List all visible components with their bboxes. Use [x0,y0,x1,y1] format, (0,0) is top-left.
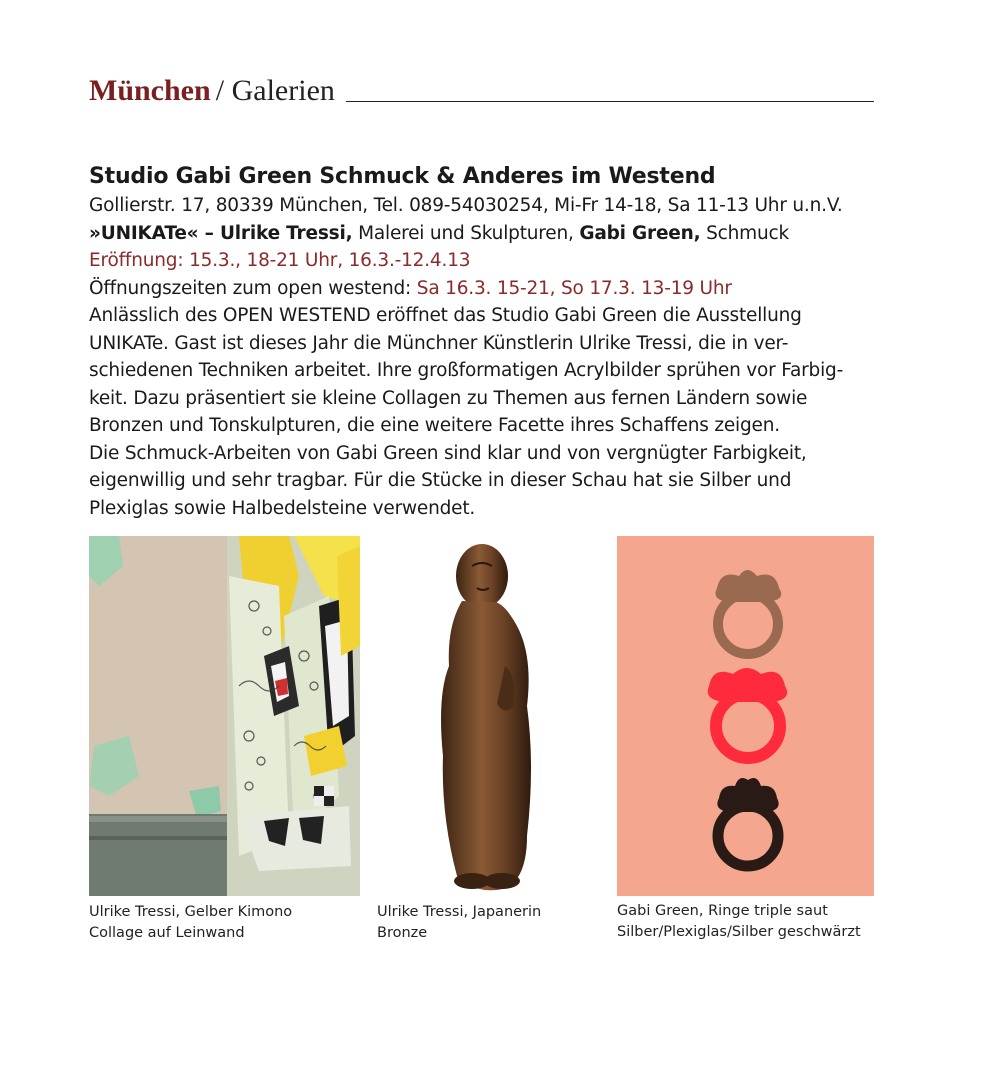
body-line: eigenwillig und sehr tragbar. Für die Stücke in dieser Schau hat sie Silber und [89,470,792,491]
section-header [89,74,874,114]
body-line: schiedenen Techniken arbeitet. Ihre großformatigen Acrylbilder sprühen vor Farbig- [89,360,844,381]
body-line: UNIKATe. Gast ist dieses Jahr die Münchner Künstlerin Ulrike Tressi, die in ver- [89,332,789,354]
figure-rings [617,536,874,943]
header-city: München [89,74,211,107]
gallery-listing [89,163,889,522]
artist2-name: Gabi Green, [579,222,701,244]
caption-line2: Bronze [377,925,428,941]
caption-line2: Silber/Plexiglas/Silber geschwärzt [617,924,861,940]
body-line: keit. Dazu präsentiert sie kleine Collagen zu Themen aus fernen Ländern sowie [89,387,808,409]
header-rule [346,101,874,102]
caption-line1: Gabi Green, Ringe triple saut [617,903,828,919]
exhibition-line [89,220,889,248]
gallery-address: Gollierstr. 17, 80339 München, Tel. 089-54030254, Mi-Fr 14-18, Sa 11-13 Uhr u.n.V. [89,195,843,216]
exhibition-title: »UNIKATe« – Ulrike Tressi, [89,222,353,244]
figure-bronze [377,536,577,944]
rings-image [617,536,874,896]
body-line: Bronzen und Tonskulpturen, die eine weitere Facette ihres Schaffens zeigen. [89,415,780,436]
gallery-title: Studio Gabi Green Schmuck & Anderes im Westend [89,164,716,189]
hours-value: Sa 16.3. 15-21, So 17.3. 13-19 Uhr [416,277,732,299]
caption-line1: Ulrike Tressi, Gelber Kimono [89,904,293,920]
body-line: Plexiglas sowie Halbedelsteine verwendet. [89,497,476,519]
body-line: Anlässlich des OPEN WESTEND eröffnet das Studio Gabi Green die Ausstellung [89,305,802,326]
bronze-sculpture-image [377,536,577,896]
figure-collage [89,536,360,944]
artist2-media: Schmuck [700,222,790,244]
opening-info: Eröffnung: 15.3., 18-21 Uhr, 16.3.-12.4.13 [89,250,471,271]
artist1-media: Malerei und Skulpturen, [352,222,580,244]
caption-line1: Ulrike Tressi, Japanerin [377,904,542,920]
body-line: Die Schmuck-Arbeiten von Gabi Green sind klar und von vergnügter Farbigkeit, [89,442,807,464]
header-section: / Galerien [215,74,335,107]
opening-hours [89,275,889,303]
collage-image [89,536,360,896]
hours-label: Öffnungszeiten zum open westend: [89,277,417,299]
caption-line2: Collage auf Leinwand [89,925,245,941]
